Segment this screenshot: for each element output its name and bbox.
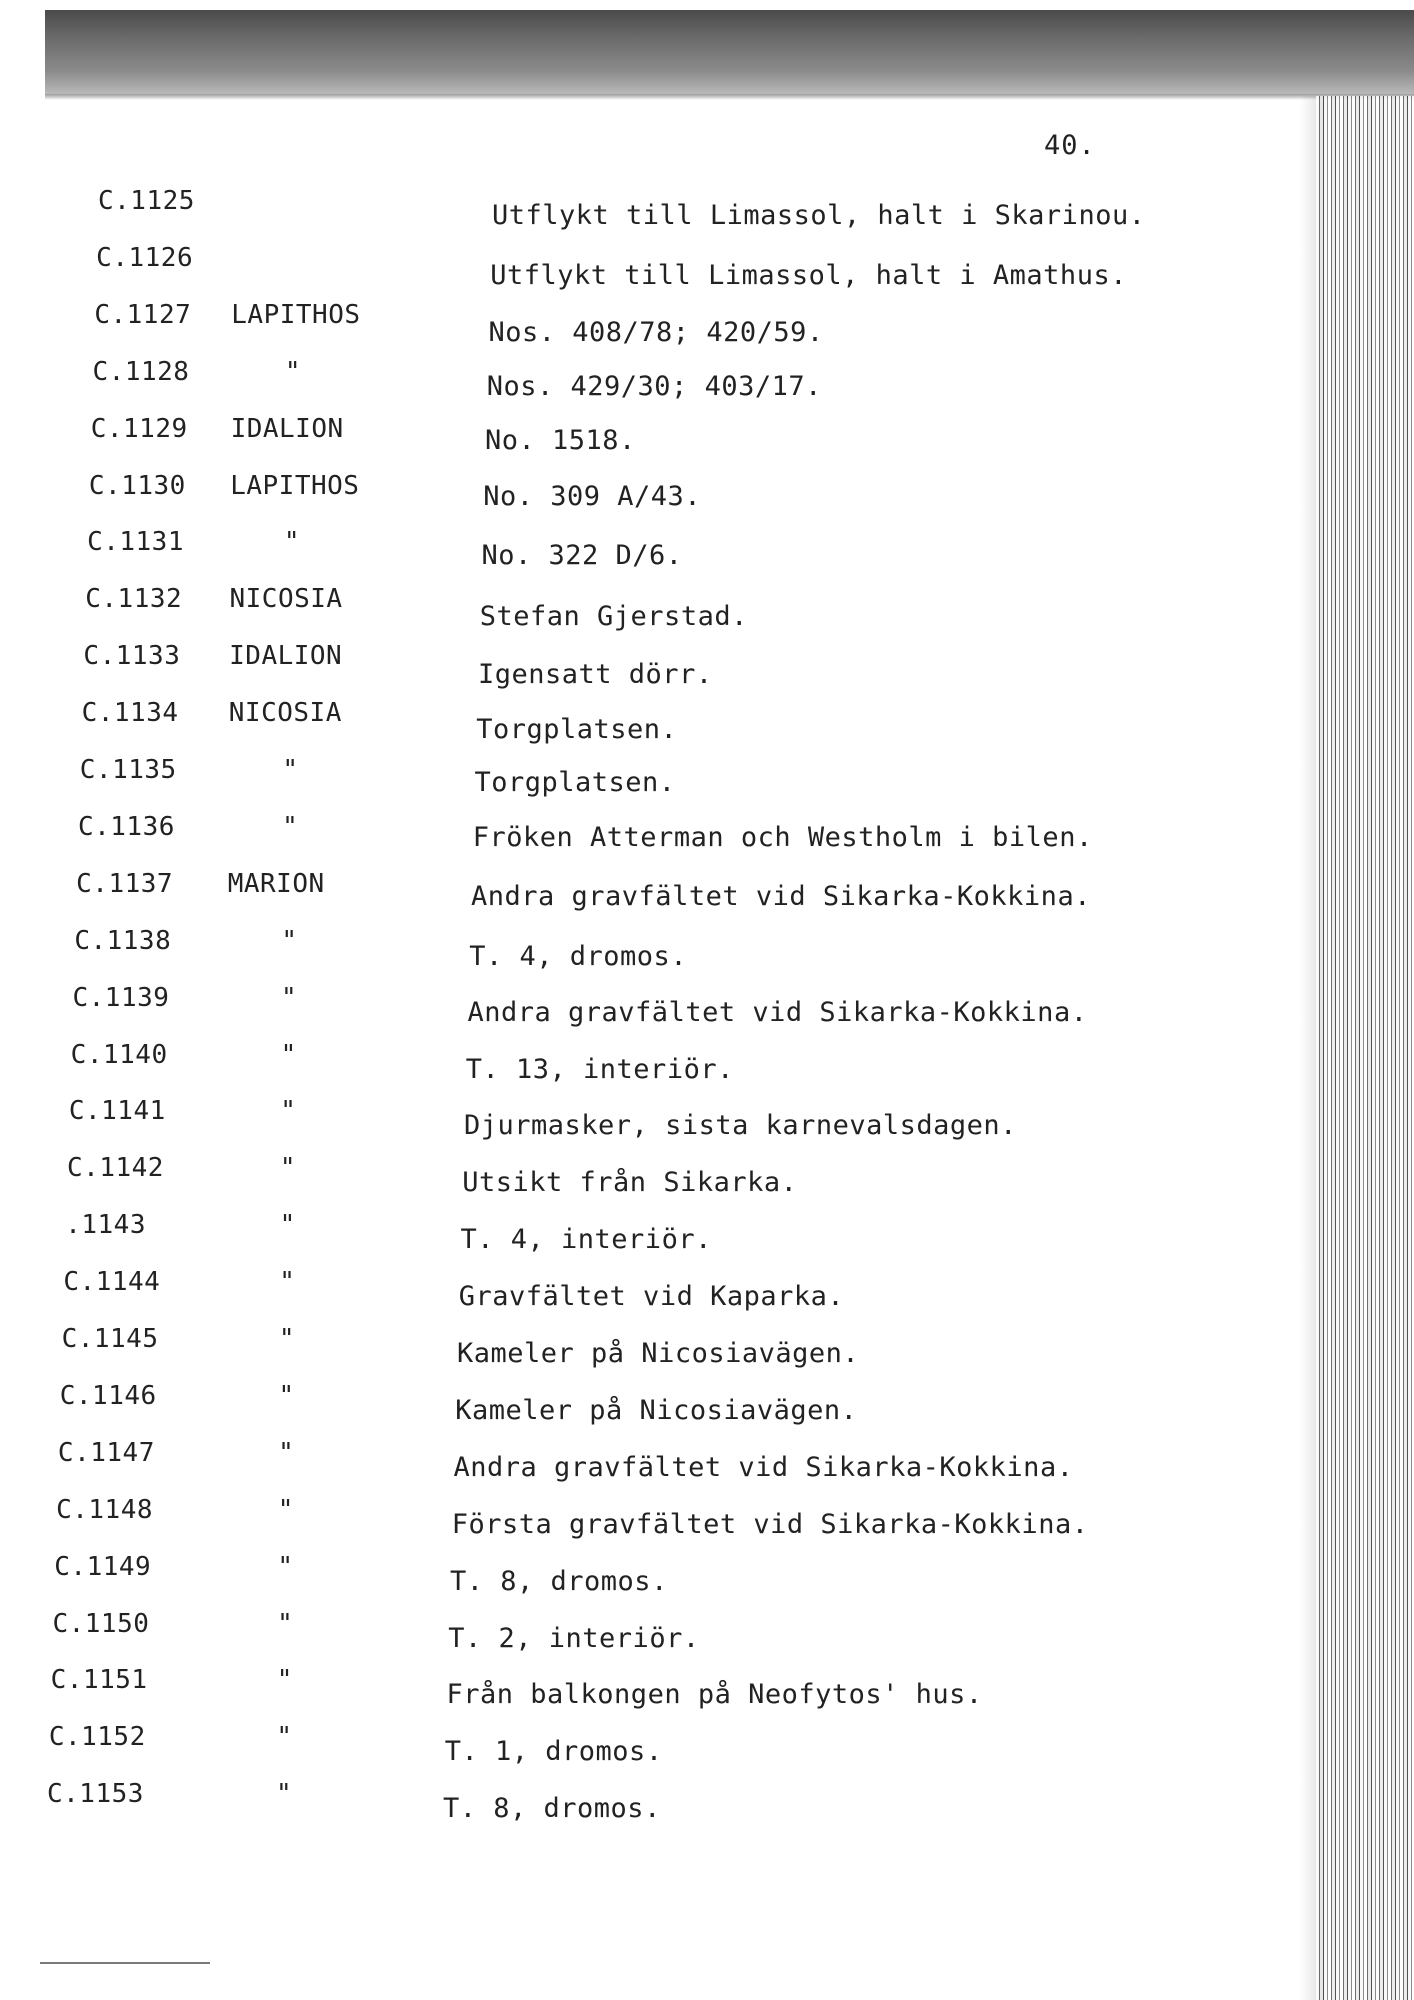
site-name: NICOSIA [228, 698, 342, 729]
site-name: " [277, 1551, 294, 1582]
photo-description: T. 8, dromos. [450, 1565, 668, 1597]
catalogue-code: C.1133 [83, 641, 181, 672]
photo-description: Utflykt till Limassol, halt i Skarinou. [492, 200, 1146, 231]
site-name: " [279, 1267, 296, 1298]
page-stack-edge [1316, 96, 1414, 2000]
photo-description: No. 1518. [485, 424, 636, 456]
site-name: " [282, 755, 299, 785]
catalogue-code: C.1140 [70, 1039, 168, 1070]
photo-description: Utflykt till Limassol, halt i Amathus. [490, 260, 1127, 292]
site-name: IDALION [230, 413, 344, 444]
photo-description: Fröken Atterman och Westholm i bilen. [472, 821, 1093, 853]
catalogue-code: C.1138 [74, 925, 172, 956]
catalogue-code: C.1149 [54, 1551, 152, 1582]
site-name: MARION [227, 868, 325, 899]
catalogue-code: C.1142 [67, 1153, 164, 1184]
site-name: " [283, 527, 300, 558]
catalogue-code: C.1136 [77, 811, 175, 842]
site-name: " [280, 1096, 297, 1127]
catalogue-code: C.1127 [94, 299, 192, 330]
scan-shadow-edge [45, 94, 1414, 100]
catalogue-code: C.1126 [96, 242, 194, 273]
catalogue-code: C.1153 [47, 1779, 144, 1810]
catalogue-code: C.1134 [81, 698, 179, 729]
catalogue-code: C.1152 [48, 1722, 146, 1753]
site-name: " [278, 1437, 295, 1468]
site-name: " [281, 925, 298, 956]
photo-description: T. 4, interiör. [460, 1224, 712, 1256]
site-name: NICOSIA [229, 584, 343, 615]
photo-description: T. 4, dromos. [469, 941, 688, 973]
catalogue-code: C.1144 [63, 1267, 161, 1298]
site-name: " [281, 982, 298, 1013]
photo-description: Kameler på Nicosiavägen. [457, 1338, 860, 1369]
catalogue-code: C.1148 [56, 1494, 154, 1525]
photo-description: Igensatt dörr. [478, 659, 713, 691]
catalogue-code: C.1125 [98, 186, 195, 216]
site-name: " [277, 1608, 294, 1639]
page-number: 40. [1044, 130, 1096, 161]
site-name: LAPITHOS [231, 299, 361, 330]
catalogue-code: C.1145 [61, 1324, 159, 1354]
photo-description: Torgplatsen. [476, 713, 678, 745]
photo-description: No. 322 D/6. [481, 540, 683, 572]
catalogue-code: C.1151 [50, 1665, 148, 1696]
catalogue-code: C.1139 [72, 982, 170, 1013]
photo-description: T. 8, dromos. [443, 1793, 661, 1825]
site-name: " [276, 1722, 293, 1753]
photo-description: T. 1, dromos. [444, 1736, 663, 1768]
photo-description: Djurmasker, sista karnevalsdagen. [464, 1110, 1017, 1142]
site-name: " [280, 1039, 297, 1070]
photo-description: Utsikt från Sikarka. [462, 1167, 798, 1199]
photo-description: Kameler på Nicosiavägen. [455, 1394, 858, 1426]
photo-description: Första gravfältet vid Sikarka-Kokkina. [451, 1508, 1089, 1540]
catalogue-code: .1143 [65, 1210, 146, 1241]
photo-description: Torgplatsen. [474, 766, 676, 798]
photo-description: T. 2, interiör. [448, 1622, 700, 1654]
catalogue-code: C.1150 [52, 1608, 150, 1639]
site-name: " [276, 1779, 293, 1810]
scan-mark [40, 1962, 210, 1964]
site-name: " [277, 1494, 294, 1525]
site-name: " [278, 1324, 295, 1354]
photo-description: Nos. 429/30; 403/17. [486, 371, 822, 403]
catalogue-code: C.1132 [85, 584, 183, 615]
photo-description: Från balkongen på Neofytos' hus. [446, 1679, 983, 1711]
photo-description: Gravfältet vid Kaparka. [458, 1281, 845, 1313]
photo-description: Andra gravfältet vid Sikarka-Kokkina. [453, 1451, 1074, 1483]
scan-shadow-top [45, 10, 1414, 96]
photo-description: Stefan Gjerstad. [479, 600, 748, 632]
catalogue-code: C.1146 [59, 1380, 157, 1411]
photo-description: Andra gravfältet vid Sikarka-Kokkina. [467, 996, 1088, 1028]
site-name: " [276, 1665, 293, 1696]
site-name: " [279, 1153, 297, 1184]
catalogue-code: C.1147 [57, 1437, 155, 1468]
catalogue-code: C.1141 [68, 1096, 166, 1127]
site-name: IDALION [229, 641, 343, 672]
catalogue-code: C.1135 [79, 755, 177, 785]
photo-description: T. 13, interiör. [465, 1053, 734, 1085]
site-name: " [278, 1380, 295, 1411]
photo-description: No. 309 A/43. [483, 480, 702, 512]
photo-description: Nos. 408/78; 420/59. [488, 317, 824, 349]
catalogue-code: C.1130 [88, 470, 186, 501]
site-name: LAPITHOS [230, 470, 360, 501]
catalogue-code: C.1128 [92, 356, 190, 387]
site-name: " [279, 1210, 296, 1241]
photo-description: Andra gravfältet vid Sikarka-Kokkina. [471, 880, 1091, 912]
site-name: " [284, 356, 302, 387]
site-name: " [282, 811, 299, 842]
catalogue-code: C.1129 [90, 413, 188, 444]
catalogue-code: C.1137 [76, 868, 174, 899]
catalogue-code: C.1131 [87, 527, 184, 558]
